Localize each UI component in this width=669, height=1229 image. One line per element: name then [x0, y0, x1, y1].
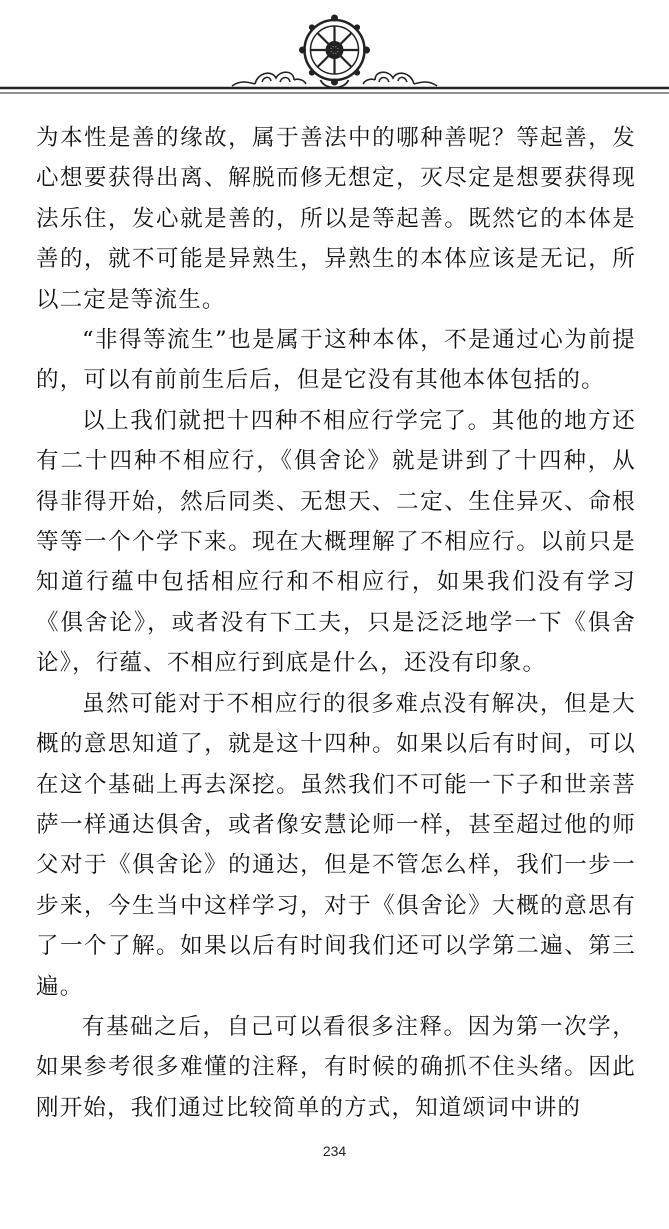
dharma-wheel-icon: [299, 15, 370, 89]
paragraph: 以上我们就把十四种不相应行学完了。其他的地方还有二十四种不相应行，《俱舍论》就是讲到了十四种，从得非得开始，然后同类、无想天、二定、生住异灭、命根等等一个个学下来。现在大概理解了不相应行。以前只是知道行蕴中包括相应行和不相应行，如果我们没有学习《俱舍论》，或者没有下工夫，只是泛泛地学一下《俱舍论》，行蕴、不相应行到底是什么，还没有印象。: [36, 407, 636, 677]
page-body: [36, 118, 636, 1128]
paragraph: “非得等流生”也是属于这种本体，不是通过心为前提的，可以有前前生后后，但是它没有其他本体包括的。: [36, 327, 636, 394]
paragraph: 虽然可能对于不相应行的很多难点没有解决，但是大概的意思知道了，就是这十四种。如果以后有时间，可以在这个基础上再去深挖。虽然我们不可能一下子和世亲菩萨一样通达俱舍，或者像安慧论师一样，甚至超过他的师父对于《俱舍论》的通达，但是不管怎么样，我们一步一步来，今生当中这样学习，对于《俱舍论》大概的意思有了一个了解。如果以后有时间我们还可以学第二遍、第三遍。: [36, 690, 636, 1000]
cloud-scroll-ornament-icon: [232, 72, 306, 86]
header-ornament: [0, 0, 669, 100]
page-number: 234: [322, 1143, 347, 1159]
cloud-scroll-ornament-icon: [363, 72, 437, 86]
page-header: [0, 0, 669, 100]
paragraph: 有基础之后，自己可以看很多注释。因为第一次学，如果参考很多难懂的注释，有时候的确抓不住头绪。因此刚开始，我们通过比较简单的方式，知道颂词中讲的: [36, 1013, 636, 1121]
paragraph: 为本性是善的缘故，属于善法中的哪种善呢？等起善，发心想要获得出离、解脱而修无想定，灭尽定是想要获得现法乐住，发心就是善的，所以是等起善。既然它的本体是善的，就不可能是异熟生，异熟生的本体应该是无记，所以二定是等流生。: [36, 125, 636, 313]
